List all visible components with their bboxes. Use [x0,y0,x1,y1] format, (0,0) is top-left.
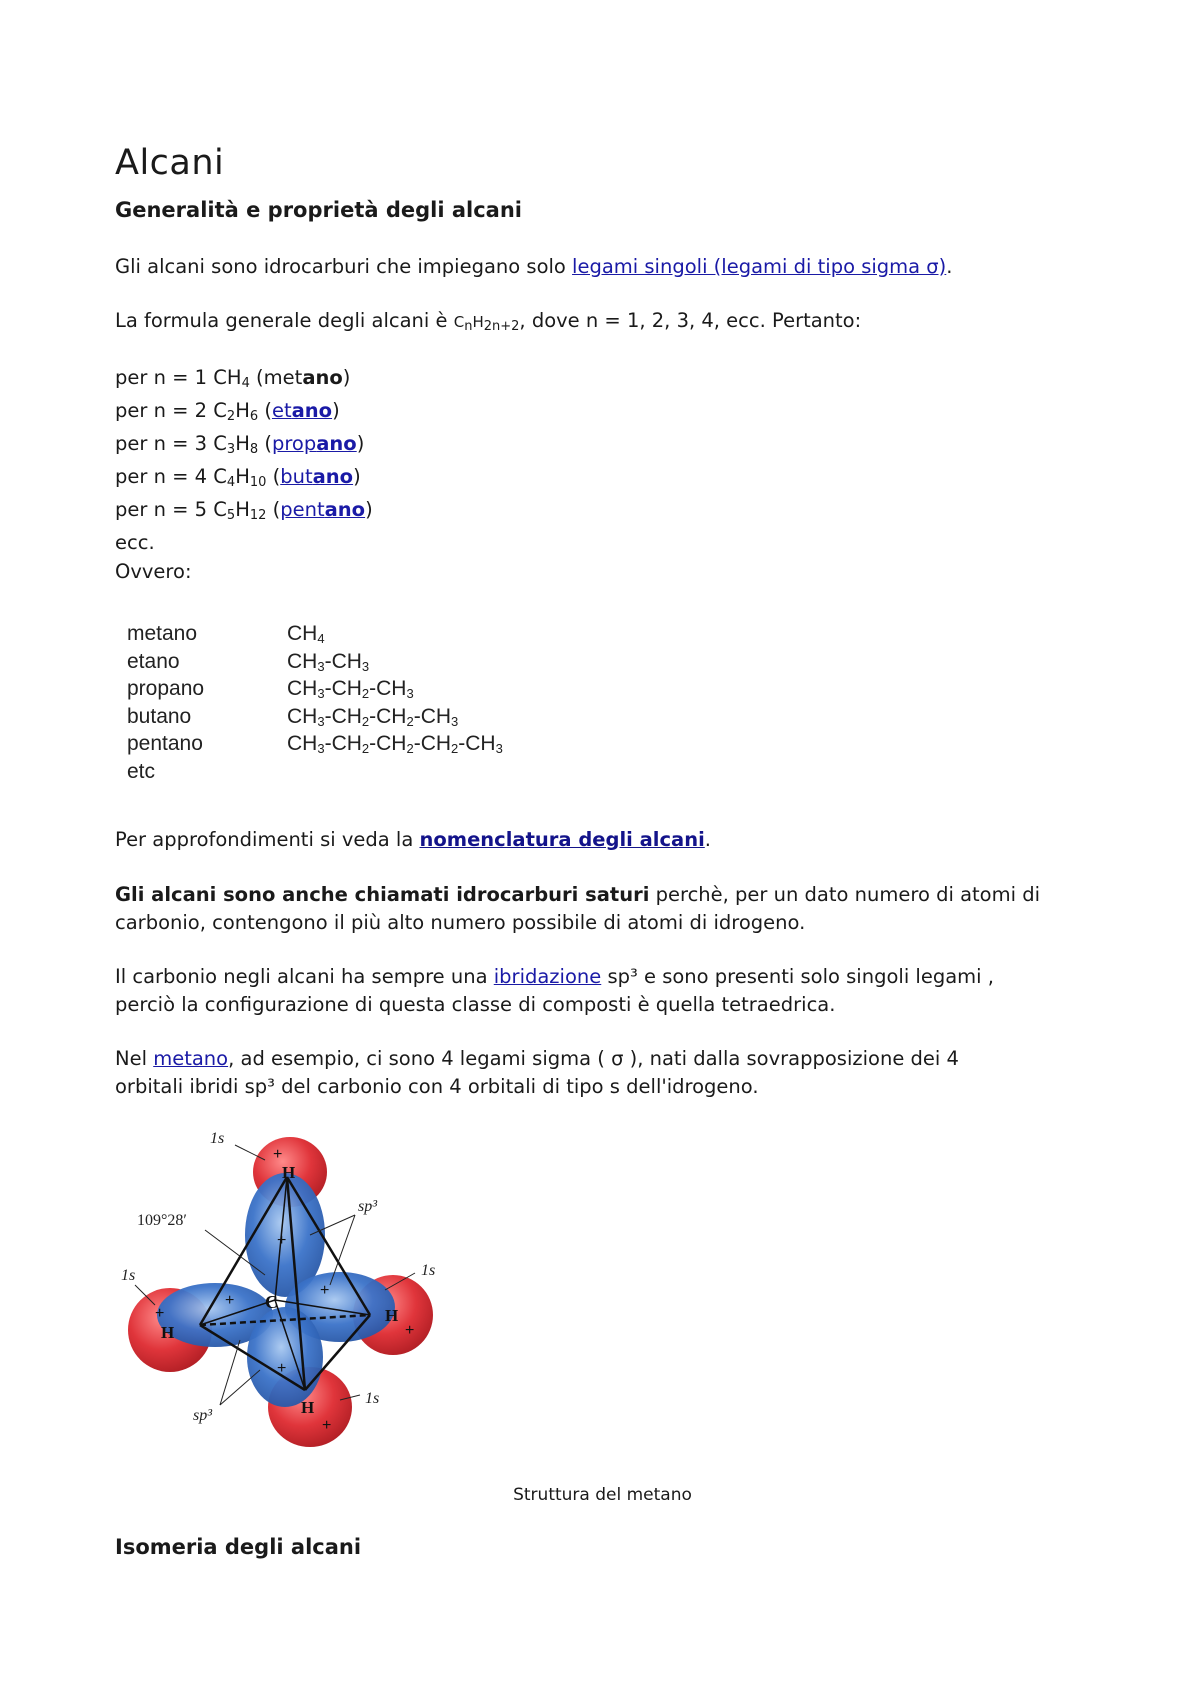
paragraph-intro [115,253,952,281]
formula-sub: 3 [317,686,325,701]
formula-part: CH [287,622,318,645]
formula-part: -CH [369,732,407,755]
list-formula: H [235,465,250,488]
list-formula-sub: 5 [226,508,236,523]
table-cell-name: butano [127,704,192,728]
list-formula-sub: 6 [249,409,259,424]
label-bond-angle: 109°28′ [137,1212,187,1229]
list-formula-sub: 2 [226,409,236,424]
label-h-left: H [161,1323,175,1342]
link-pentano[interactable] [280,498,365,521]
formula-sub: 3 [406,686,414,701]
plus-sign: + [225,1292,235,1309]
section-heading-generalita: Generalità e proprietà degli alcani [115,198,522,222]
metano-text: Nel [115,1047,154,1070]
list-item [115,496,373,529]
link-metano[interactable]: metano [153,1047,229,1070]
table-cell-name: pentano [127,732,203,755]
plus-sign: + [273,1146,283,1163]
table-cell-name: etano [127,649,180,673]
table-cell-name: metano [127,622,198,645]
link-propano-suffix[interactable]: ano [316,432,357,455]
table-cell-formula [287,732,503,760]
label-sp3-top: sp³ [358,1198,378,1215]
table-cell-name: propano [127,677,205,700]
alkane-formula-table [127,622,503,787]
table-cell-name: etc [127,759,156,783]
alkane-list [115,364,373,556]
list-formula-sub: 10 [249,475,267,490]
formula-sub: 2 [451,741,459,756]
plus-sign: + [405,1322,415,1339]
list-close: ) [356,432,365,455]
list-formula: H [235,432,250,455]
link-nomenclatura[interactable]: nomenclatura degli alcani [419,828,705,851]
list-prefix: per n = 3 [115,432,214,455]
label-1s-bottom: 1s [365,1390,380,1407]
link-butano[interactable] [280,465,353,488]
section-heading-isomeria: Isomeria degli alcani [115,1535,362,1559]
label-carbon: C [265,1292,278,1312]
formula-h: H [472,313,484,331]
saturi-rest: perchè, per un dato numero di atomi di carbonio, contengono il più alto numero possibile di atomi di idrogeno. [115,883,1041,934]
table-cell-formula [287,622,325,650]
list-prefix: per n = 1 [115,366,214,389]
plus-sign: + [320,1282,330,1299]
formula-part: -CH [413,704,452,728]
table-cell-formula [287,705,458,733]
formula-part: -CH [324,649,362,673]
link-butano-root[interactable]: but [280,465,313,488]
link-etano-root[interactable]: et [271,399,292,422]
list-open: ( [266,498,281,521]
formula-sub: 3 [317,713,325,729]
intro-text: Gli alcani sono idrocarburi che impiegano solo [115,255,573,278]
list-open: ( [258,432,272,455]
list-close: ) [353,465,361,488]
ibrid-text: Il carbonio negli alcani ha sempre una [115,965,494,988]
formula-sub: 3 [495,741,503,756]
link-ibridazione[interactable]: ibridazione [493,965,602,988]
intro-end: . [946,255,953,278]
metano-text-c: orbitali ibridi sp³ del carbonio con 4 orbitali di tipo s dell'idrogeno. [115,1075,759,1098]
formula-part: CH [287,677,318,700]
formula-n: n [464,319,473,334]
table-row [127,732,503,760]
approf-end: . [704,828,711,851]
label-sp3-bottom: sp³ [193,1407,213,1424]
plus-sign: + [277,1360,287,1377]
plus-sign: + [277,1232,287,1249]
plus-sign: + [155,1305,165,1322]
formula-c: C [453,313,465,331]
list-formula: CH [213,366,242,389]
formula-text: La formula generale degli alcani è [115,309,454,332]
page-title: Alcani [115,143,225,183]
link-legami-singoli[interactable]: legami singoli (legami di tipo sigma σ) [572,255,947,278]
list-formula-sub: 3 [226,442,236,457]
table-cell-formula [287,650,369,678]
list-formula-sub: 12 [249,508,267,523]
formula-2n2: 2n+2 [483,319,520,334]
list-open: ( [258,399,272,422]
list-item [115,364,373,397]
formula-sub: 2 [406,713,414,729]
list-formula: C [213,399,227,422]
link-propano[interactable] [272,432,357,455]
paragraph-saturi [115,881,1090,937]
formula-part: -CH [413,732,452,755]
list-formula: C [213,465,227,488]
list-open: ( [249,366,264,389]
formula-part: CH [287,704,318,728]
formula-part: CH [287,732,318,755]
list-close: ) [332,399,340,422]
list-name-root: met [263,366,303,389]
ibrid-text-b: sp³ e sono presenti solo singoli legami , [601,965,994,988]
table-cell-formula [287,677,414,705]
formula-sub: 3 [451,713,459,729]
paragraph-ibridazione [115,963,994,1019]
ibrid-text-c: perciò la configurazione di questa classe di composti è quella tetraedrica. [115,993,836,1016]
list-formula-sub: 4 [226,475,236,490]
label-h-top: H [282,1163,296,1182]
sp3-lobe-bottom [247,1307,323,1407]
list-ecc: ecc. [115,531,155,554]
label-1s-top: 1s [210,1130,225,1147]
list-close: ) [342,366,351,389]
list-formula: C [213,498,227,521]
table-row [127,622,503,650]
formula-sub: 3 [317,658,325,674]
list-prefix: per n = 4 [115,465,214,488]
paragraph-ovvero: Ovvero: [115,560,192,583]
formula-sub: 2 [406,741,414,756]
label-1s-left: 1s [121,1267,136,1284]
saturi-bold: Gli alcani sono anche chiamati idrocarburi saturi [115,883,650,906]
link-etano[interactable] [272,399,332,422]
list-close: ) [365,498,373,521]
approf-text: Per approfondimenti si veda la [115,828,420,851]
link-pentano-suffix[interactable]: ano [324,498,366,521]
label-h-bottom: H [301,1398,315,1417]
list-formula: C [213,432,227,455]
table-row [127,760,503,788]
metano-text-b: , ad esempio, ci sono 4 legami sigma ( σ ), nati dalla sovrapposizione dei 4 [228,1047,959,1070]
paragraph-formula [115,307,861,341]
figure-caption: Struttura del metano [513,1485,692,1505]
list-item [115,430,373,463]
link-etano-suffix[interactable]: ano [291,399,333,422]
list-formula: H [235,498,250,521]
list-prefix: per n = 5 [115,498,214,521]
table-row [127,650,503,678]
formula-sub: 4 [317,631,325,646]
methane-structure-figure [115,1125,475,1455]
formula-sub: 3 [361,658,370,674]
paragraph-approfondimenti [115,826,711,854]
formula-sub: 2 [361,741,370,756]
table-row [127,677,503,705]
paragraph-metano [115,1045,959,1101]
formula-part: -CH [324,732,362,755]
formula-sub: 2 [361,713,370,729]
formula-part: -CH [324,704,362,728]
table-row [127,705,503,733]
list-item [115,397,373,430]
formula-part: -CH [369,677,407,700]
label-h-right: H [385,1306,399,1325]
link-propano-root[interactable]: prop [271,432,317,455]
formula-rest: , dove n = 1, 2, 3, 4, ecc. Pertanto: [519,309,862,332]
link-butano-suffix[interactable]: ano [312,465,354,488]
list-item [115,463,373,496]
list-prefix: per n = 2 [115,399,214,422]
formula-sub: 3 [317,741,325,756]
formula-part: -CH [324,677,362,700]
list-name-suffix: ano [302,366,343,389]
plus-sign: + [322,1417,332,1434]
list-open: ( [266,465,281,488]
list-formula-sub: 8 [249,442,259,457]
formula-part: CH [287,649,318,673]
link-pentano-root[interactable]: pent [280,498,325,521]
list-formula: H [235,399,250,422]
formula-part: -CH [458,732,496,755]
list-formula-sub: 4 [241,376,250,391]
label-1s-right: 1s [421,1262,436,1279]
formula-sub: 2 [361,686,370,701]
formula-part: -CH [369,704,407,728]
